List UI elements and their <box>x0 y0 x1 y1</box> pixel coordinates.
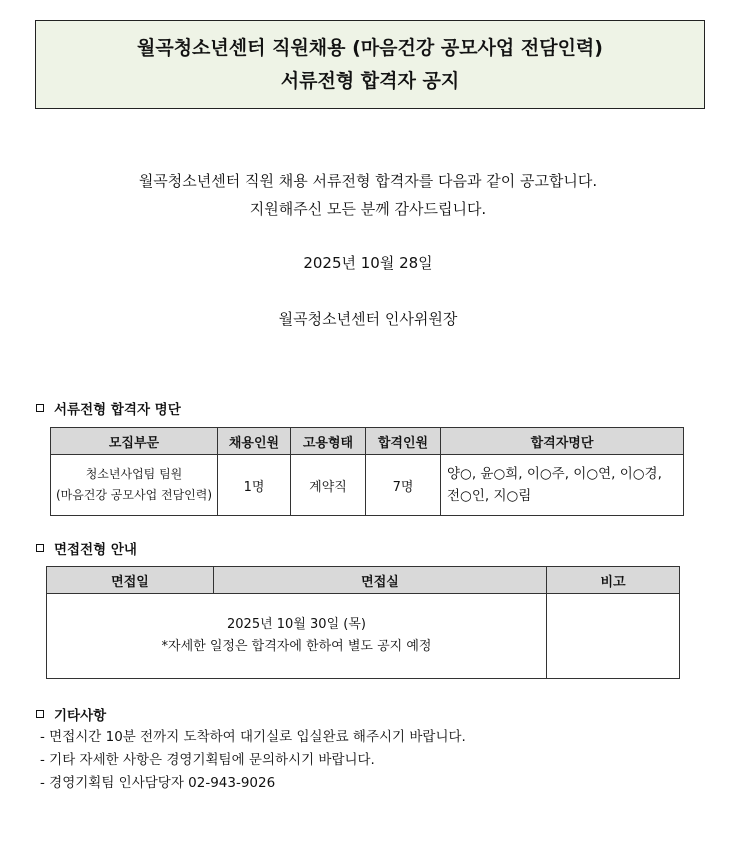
dept-cell <box>51 455 218 516</box>
section-interview-info <box>36 538 137 558</box>
notice-title: 월곡청소년센터 직원채용 (마음건강 공모사업 전담인력) <box>137 36 603 59</box>
notice-subtitle: 서류전형 합격자 공지 <box>280 69 460 92</box>
names-cell <box>441 455 684 516</box>
interview-table <box>46 566 680 679</box>
col-header: 채용인원 <box>218 428 291 455</box>
signature: 월곡청소년센터 인사위원장 <box>278 310 458 328</box>
interview-note: *자세한 일정은 합격자에 한하여 별도 공지 예정 <box>161 639 432 654</box>
col-header: 합격자명단 <box>441 428 684 455</box>
square-bullet-icon <box>36 710 44 718</box>
col-header: 비고 <box>547 567 680 594</box>
dept-line: 청소년사업팀 팀원 <box>85 467 183 481</box>
interview-date: 2025년 10월 30일 (목) <box>227 617 366 632</box>
document-results-table <box>50 427 684 516</box>
square-bullet-icon <box>36 544 44 552</box>
table-row <box>47 594 680 679</box>
col-header: 면접실 <box>214 567 547 594</box>
col-header: 모집부문 <box>51 428 218 455</box>
other-notes <box>40 726 466 795</box>
table-row <box>51 455 684 516</box>
section-title: 면접전형 안내 <box>54 542 137 558</box>
note-item: - 기타 자세한 사항은 경영기획팀에 문의하시기 바랍니다. <box>40 752 375 768</box>
hires-cell: 1명 <box>218 455 291 516</box>
notice-title-box <box>35 20 705 109</box>
note-item: - 경영기획팀 인사담당자 02-943-9026 <box>40 775 276 791</box>
note-item: - 면접시간 10분 전까지 도착하여 대기실로 입실완료 해주시기 바랍니다. <box>40 729 466 745</box>
dept-line: (마음건강 공모사업 전담인력) <box>55 488 213 502</box>
intro-line-2: 지원해주신 모든 분께 감사드립니다. <box>249 200 487 218</box>
interview-detail-cell <box>47 594 547 679</box>
section-title: 기타사항 <box>54 708 107 724</box>
section-other <box>36 704 106 724</box>
section-document-results <box>36 398 181 418</box>
table-header-row <box>51 428 684 455</box>
col-header: 고용형태 <box>291 428 366 455</box>
col-header: 면접일 <box>47 567 214 594</box>
notice-date: 2025년 10월 28일 <box>303 254 433 272</box>
col-header: 합격인원 <box>366 428 441 455</box>
names-line: 전○인, 지○림 <box>447 488 532 504</box>
section-title: 서류전형 합격자 명단 <box>54 402 181 418</box>
square-bullet-icon <box>36 404 44 412</box>
employment-cell: 계약직 <box>291 455 366 516</box>
names-line: 양○, 윤○희, 이○주, 이○연, 이○경, <box>447 466 662 482</box>
intro-line-1: 월곡청소년센터 직원 채용 서류전형 합격자를 다음과 같이 공고합니다. <box>138 172 598 190</box>
remark-cell <box>547 594 680 679</box>
table-header-row <box>47 567 680 594</box>
passed-cell: 7명 <box>366 455 441 516</box>
